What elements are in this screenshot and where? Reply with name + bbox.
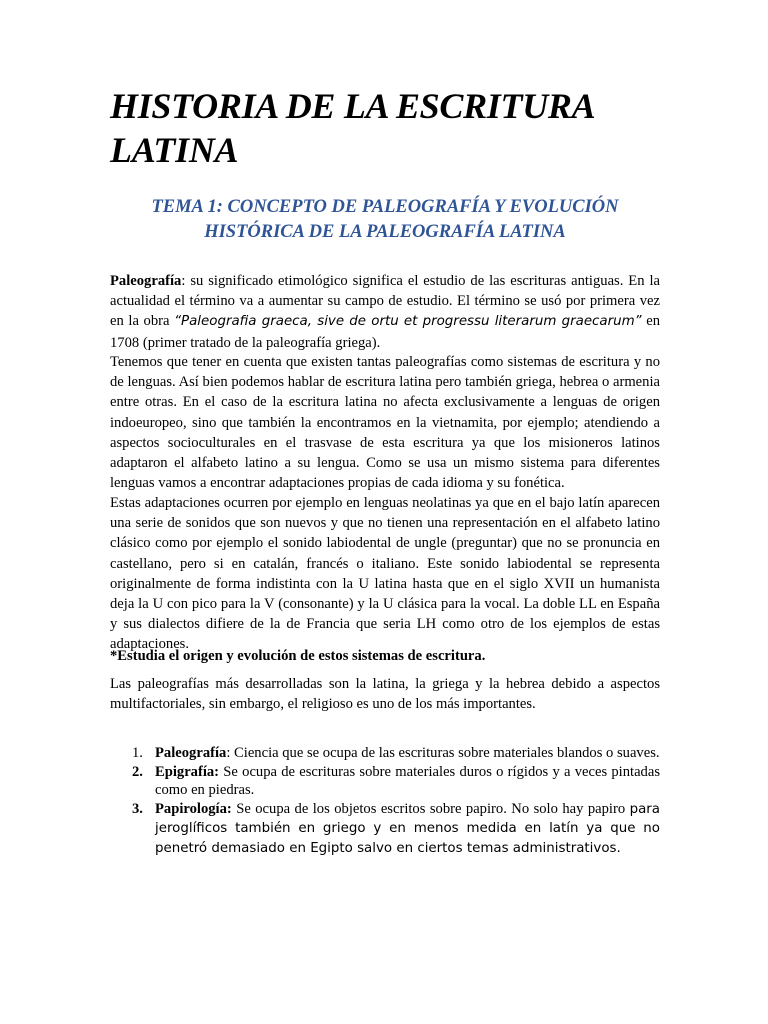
list-number: 1.: [132, 745, 143, 761]
term-paleografia: Paleografía: [110, 273, 182, 289]
study-note: *Estudia el origen y evolución de estos sistemas de escritura.: [110, 648, 486, 664]
paragraph-scripts: Tenemos que tener en cuenta que existen tantas paleografías como sistemas de escritura y no de lenguas. Así bien podemos hablar de escritura latina pero también griega, hebrea o armenia entre otras. En el caso de la escritura latina no afecta exclusivamente a lenguas de origen indoeuropeo, sino que también la encontramos en la vietnamita, por ejemplo; atendiendo a aspectos socioculturales en el trasvase de esta escritura ya que los misioneros latinos adaptaron el alfabeto latino a su lengua. Como se usa un mismo sistema para diferentes lenguas vamos a encontrar adaptaciones propias de cada idioma y su fonética.: [110, 354, 660, 492]
paragraph-paleografia-definition: [110, 271, 660, 353]
list-text-continued: para jeroglíficos también en griego y en menos medida en latín ya que no penetró demasiado en Egipto salvo en ciertos temas administrativos.: [155, 801, 660, 856]
paragraph-adaptations: Estas adaptaciones ocurren por ejemplo en lenguas neolatinas ya que en el bajo latín aparecen una serie de sonidos que son nuevos y que no tienen una representación en el alfabeto latino clásico como por ejemplo el sonido labiodental de ungle (preguntar) que no se pronuncia en castellano, pero si en catalán, francés o italiano. Este sonido labiodental se representa originalmente de forma indistinta con la U latina hasta que en el siglo XVII un humanista deja la U con pico para la V (consonante) y la U clásica para la vocal. La doble LL en España y sus dialectos difiere de la de Francia que seria LH como otro de los ejemplos de estas adaptaciones.: [110, 495, 660, 653]
list-text: Se ocupa de escrituras sobre materiales duros o rígidos y a veces pintadas como en piedras.: [155, 763, 660, 799]
document-title: HISTORIA DE LA ESCRITURA LATINA: [110, 86, 594, 170]
list-term: Paleografía: [155, 745, 227, 761]
disciplines-list: [110, 744, 660, 859]
list-number: 3.: [132, 800, 143, 817]
list-term: Epigrafía:: [155, 763, 220, 780]
work-title: “Paleografia graeca, sive de ortu et progressu literarum graecarum”: [174, 314, 642, 330]
paragraph-developed-paleographies: Las paleografías más desarrolladas son la latina, la griega y la hebrea debido a aspectos multifactoriales, sin embargo, el religioso es uno de los más importantes.: [110, 676, 660, 713]
paragraph-text: en 1708 (primer tratado de la paleografía griega).: [110, 313, 660, 351]
list-item: [110, 744, 660, 763]
list-term: Papirología:: [155, 800, 232, 817]
list-text: : Ciencia que se ocupa de las escrituras sobre materiales blandos o suaves.: [226, 745, 660, 761]
list-text: Se ocupa de los objetos escritos sobre papiro. No solo hay papiro: [231, 800, 630, 817]
topic-heading: TEMA 1: CONCEPTO DE PALEOGRAFÍA Y EVOLUCIÓN HISTÓRICA DE LA PALEOGRAFÍA LATINA: [151, 197, 619, 242]
list-number: 2.: [132, 763, 143, 780]
list-item: [110, 763, 660, 800]
list-item: [110, 800, 660, 859]
paragraph-text: : su significado etimológico significa el estudio de las escrituras antiguas. En la actualidad el término va a aumentar su campo de estudio. El término se usó por primera vez en la obra: [110, 273, 660, 330]
